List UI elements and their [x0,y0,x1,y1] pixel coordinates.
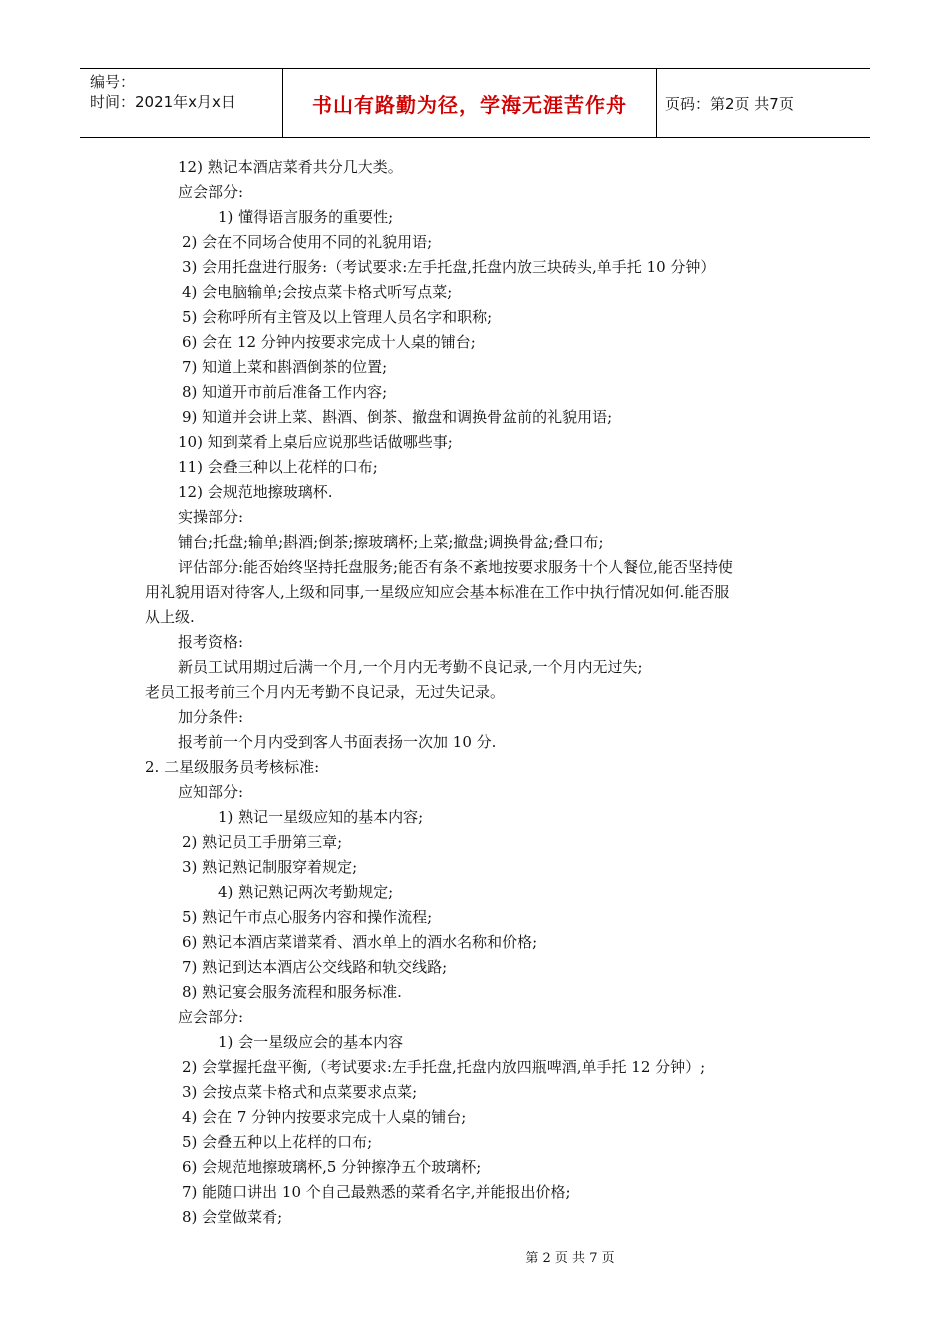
text-line: 10) 知到菜肴上桌后应说那些话做哪些事; [178,433,453,451]
text-line: 9) 知道并会讲上菜、斟酒、倒茶、撤盘和调换骨盆前的礼貌用语; [182,408,613,426]
text-line: 6) 会在 12 分钟内按要求完成十人桌的铺台; [182,333,476,351]
text-line: 应会部分: [178,183,244,201]
text-line: 11) 会叠三种以上花样的口布; [178,458,378,476]
text-line: 4) 会电脑输单;会按点菜卡格式听写点菜; [182,283,453,301]
text-line: 6) 会规范地擦玻璃杯,5 分钟擦净五个玻璃杯; [182,1158,482,1176]
text-line: 报考资格: [178,633,244,651]
text-line: 铺台;托盘;输单;斟酒;倒茶;擦玻璃杯;上菜;撤盘;调换骨盆;叠口布; [178,533,604,551]
text-line: 评估部分:能否始终坚持托盘服务;能否有条不紊地按要求服务十个人餐位,能否坚持使 [178,558,733,576]
text-line: 报考前一个月内受到客人书面表扬一次加 10 分. [178,733,497,751]
text-line: 4) 熟记熟记两次考勤规定; [218,883,394,901]
text-line: 3) 会用托盘进行服务:（考试要求:左手托盘,托盘内放三块砖头,单手托 10 分钟） [182,258,716,276]
text-line: 1) 熟记一星级应知的基本内容; [218,808,424,826]
text-line: 应会部分: [178,1008,244,1026]
text-line: 6) 熟记本酒店菜谱菜肴、酒水单上的酒水名称和价格; [182,933,538,951]
text-line: 4) 会在 7 分钟内按要求完成十人桌的铺台; [182,1108,467,1126]
text-line: 7) 能随口讲出 10 个自己最熟悉的菜肴名字,并能报出价格; [182,1183,571,1201]
text-line: 5) 熟记午市点心服务内容和操作流程; [182,908,433,926]
text-line: 1) 懂得语言服务的重要性; [218,208,394,226]
text-line: 从上级. [145,608,195,626]
text-line: 5) 会称呼所有主管及以上管理人员名字和职称; [182,308,493,326]
text-line: 加分条件: [178,708,244,726]
text-line: 3) 熟记熟记制服穿着规定; [182,858,358,876]
header-motto: 书山有路勤为径，学海无涯苦作舟 [312,92,627,117]
header-motto-cell [282,69,657,137]
header-page-cell [657,69,870,137]
text-line: 用礼貌用语对待客人,上级和同事,一星级应知应会基本标准在工作中执行情况如何.能否服 [145,583,730,601]
text-line: 2) 会掌握托盘平衡,（考试要求:左手托盘,托盘内放四瓶啤酒,单手托 12 分钟）; [182,1058,706,1076]
text-line: 应知部分: [178,783,244,801]
header-page-info: 页码：第2页 共7页 [665,94,794,113]
text-line: 8) 熟记宴会服务流程和服务标准. [182,983,402,1001]
text-line: 3) 会按点菜卡格式和点菜要求点菜; [182,1083,418,1101]
doc-time-label: 时间：2021年x月x日 [90,93,236,111]
text-line: 8) 会堂做菜肴; [182,1208,283,1226]
text-line: 1) 会一星级应会的基本内容 [218,1033,404,1051]
text-line: 2. 二星级服务员考核标准: [145,758,320,776]
page-header [80,68,870,138]
text-line: 2) 熟记员工手册第三章; [182,833,343,851]
text-line: 5) 会叠五种以上花样的口布; [182,1133,373,1151]
text-line: 7) 知道上菜和斟酒倒茶的位置; [182,358,388,376]
header-meta [80,69,282,137]
text-line: 老员工报考前三个月内无考勤不良记录，无过失记录。 [145,683,506,701]
page-footer: 第 2 页 共 7 页 [525,1251,615,1266]
text-line: 12) 会规范地擦玻璃杯. [178,483,333,501]
doc-number-label: 编号： [90,73,136,91]
text-line: 12) 熟记本酒店菜肴共分几大类。 [178,158,403,176]
text-line: 7) 熟记到达本酒店公交线路和轨交线路; [182,958,448,976]
text-line: 实操部分: [178,508,244,526]
text-line: 新员工试用期过后满一个月,一个月内无考勤不良记录,一个月内无过失; [178,658,643,676]
text-line: 8) 知道开市前后准备工作内容; [182,383,388,401]
text-line: 2) 会在不同场合使用不同的礼貌用语; [182,233,433,251]
